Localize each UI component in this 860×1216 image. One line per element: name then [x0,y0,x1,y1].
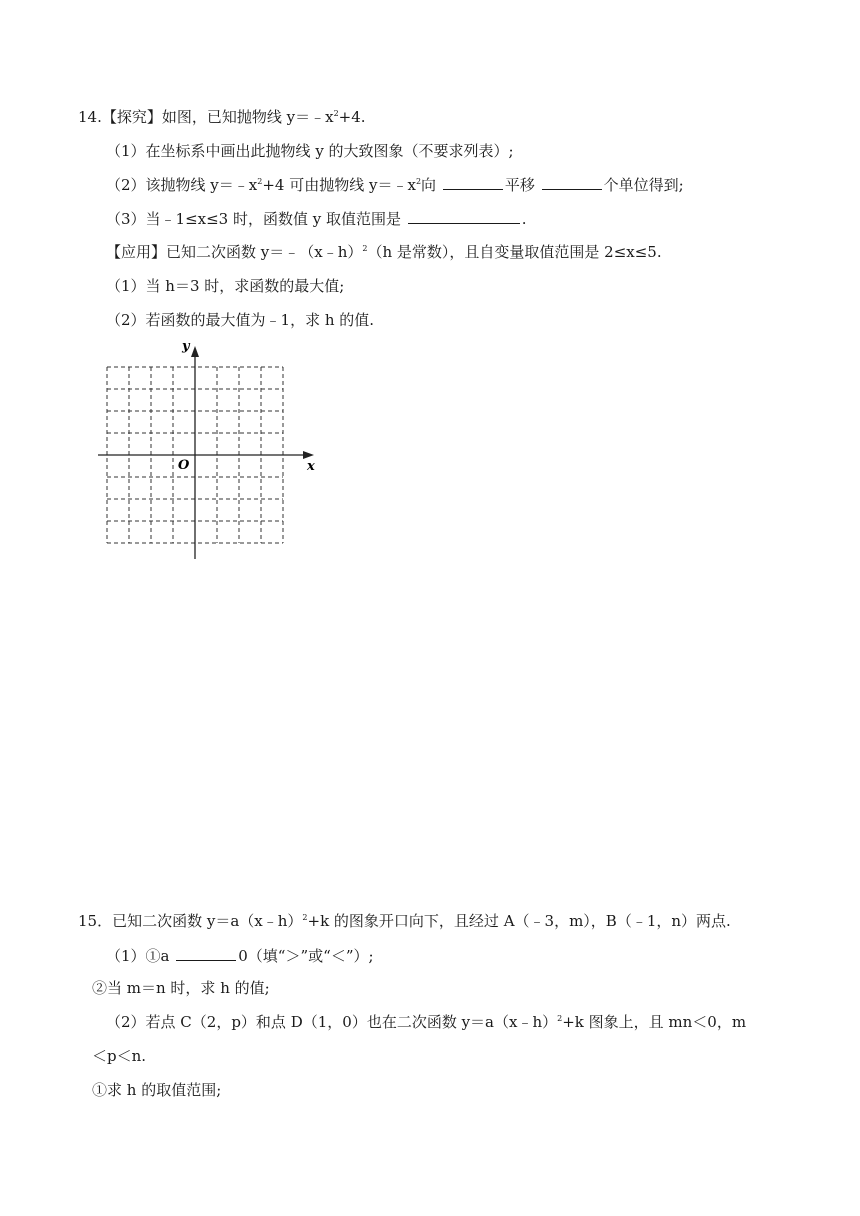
q15-number: 15． [78,912,113,930]
q14-title-text: 【探究】如图，已知抛物线 y＝﹣x [101,108,334,126]
q14-title-tail: +4. [338,108,366,126]
x-axis-arrow-icon [303,451,314,459]
y-axis [191,346,199,559]
q14-app-part1: （1）当 h＝3 时，求函数的最大值; [106,277,345,295]
x-axis-label: x [307,459,315,474]
q15-title-exponent: 2 [302,913,308,922]
q14-direction-blank[interactable] [443,174,503,190]
q14-application-exp: 2 [362,244,368,253]
q14-application-text-b: （h 是常数），且自变量取值范围是 2≤x≤5. [367,243,662,261]
q15-part2 [106,1012,746,1032]
q14-title-exponent: 2 [333,109,339,118]
q15-title-line [78,911,731,931]
q15-part2-text-a: （2）若点 C（2，p）和点 D（1，0）也在二次函数 y＝a（x﹣h） [106,1013,558,1031]
q15-part2-sub1: ①求 h 的取值范围; [92,1081,222,1099]
coordinate-grid [92,335,328,565]
origin-label: O [178,458,190,473]
q14-part1: （1）在坐标系中画出此抛物线 y 的大致图象（不要求列表）; [106,142,514,160]
q14-part2-text-b: +4 可由抛物线 y＝﹣x [262,176,416,194]
q14-range-blank[interactable] [408,208,520,224]
q14-part2-text-c: 向 [421,176,441,194]
q14-part2 [106,174,684,194]
q14-app-part2: （2）若函数的最大值为﹣1，求 h 的值. [106,311,375,329]
q14-part2-exp2: 2 [415,177,422,186]
q14-part2-exp1: 2 [257,177,263,186]
q14-part2-text-e: 个单位得到; [603,176,684,194]
q14-part2-text-a: （2）该抛物线 y＝﹣x [106,176,258,194]
q14-application-text-a: 【应用】已知二次函数 y＝﹣（x﹣h） [106,243,363,261]
q14-title-line [78,107,366,127]
q14-part3-text-b: . [521,210,527,228]
y-axis-label: y [182,339,190,354]
q15-sign-blank[interactable] [176,945,236,961]
q14-part2-text-d: 平移 [504,176,540,194]
q15-part2-exp: 2 [557,1014,563,1023]
q14-part3 [106,208,527,228]
q14-part3-text-a: （3）当﹣1≤x≤3 时，函数值 y 取值范围是 [106,210,406,228]
q15-part1-text-b: 0（填“＞”或“＜”）; [238,947,374,965]
q15-part2-continuation: ＜p＜n. [92,1047,147,1065]
q15-part1-text-a: （1）①a [106,947,175,965]
q15-part1 [106,945,374,965]
q15-title-tail: +k 的图象开口向下，且经过 A（﹣3，m），B（﹣1，n）两点. [307,912,731,930]
q14-application [106,242,662,262]
y-axis-arrow-icon [191,346,199,357]
x-axis [98,451,314,459]
q14-number: 14. [78,108,102,126]
q15-title-text: 已知二次函数 y＝a（x﹣h） [112,912,303,930]
q15-part1-sub2: ②当 m＝n 时，求 h 的值; [92,979,270,997]
q15-part2-text-b: +k 图象上，且 mn＜0，m [562,1013,747,1031]
q14-units-blank[interactable] [542,174,602,190]
